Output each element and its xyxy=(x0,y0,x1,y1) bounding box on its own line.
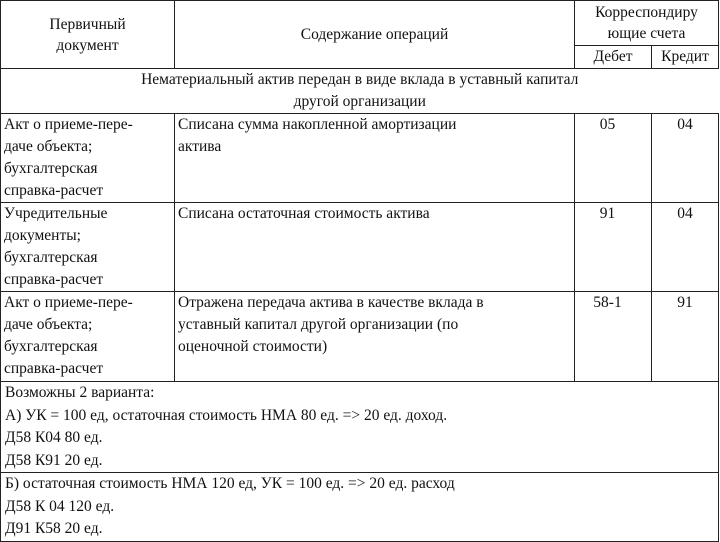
header-credit: Кредит xyxy=(652,46,719,69)
doc-line: справка-расчет xyxy=(4,271,104,288)
row-debit: 58-1 xyxy=(575,292,652,382)
doc-line: Акт о приеме-пере- xyxy=(4,294,133,311)
variant-a-entry: Д58 К04 80 ед. xyxy=(5,429,103,446)
doc-line: даче объекта; xyxy=(4,316,93,333)
table-row xyxy=(1,114,719,203)
header-debit: Дебет xyxy=(575,46,652,69)
header-operations-content-label: Содержание операций xyxy=(300,25,449,43)
row-primary-document xyxy=(1,114,175,203)
variant-b-entry: Д91 К58 20 ед. xyxy=(5,520,103,537)
variant-b: Б) остаточная стоимость НМА 120 ед, УК = 100 ед. => 20 ед. расход xyxy=(1,472,718,496)
row-debit: 91 xyxy=(575,203,652,292)
row-primary-document xyxy=(1,203,175,292)
row-debit: 05 xyxy=(575,114,652,203)
op-line: оценочной стоимости) xyxy=(178,338,328,355)
doc-line: документы; xyxy=(4,227,81,244)
doc-line: справка-расчет xyxy=(4,360,104,377)
op-line: Отражена передача актива в качестве вклада в xyxy=(178,294,484,311)
section-title-row xyxy=(1,69,719,114)
row-operation xyxy=(175,292,575,382)
header-accounts-line1: Корреспондиру xyxy=(595,4,698,21)
section-title xyxy=(1,69,719,114)
header-primary-document-line2: документ xyxy=(56,36,119,54)
doc-line: бухгалтерская xyxy=(4,249,98,266)
row-operation xyxy=(175,114,575,203)
row-credit: 04 xyxy=(652,203,719,292)
header-primary-document-line1: Первичный xyxy=(49,15,126,33)
table-header-row xyxy=(1,1,719,46)
op-line: Списана сумма накопленной амортизации xyxy=(178,116,457,133)
variants-title: Возможны 2 варианта: xyxy=(5,384,155,401)
table-row xyxy=(1,203,719,292)
header-corresponding-accounts xyxy=(575,1,719,46)
header-accounts-line2: ющие счета xyxy=(607,25,686,42)
row-operation xyxy=(175,203,575,292)
doc-line: бухгалтерская xyxy=(4,338,98,355)
row-primary-document xyxy=(1,292,175,382)
section-title-line2: другой организации xyxy=(293,93,426,110)
op-line: уставный капитал другой организации (по xyxy=(178,316,459,333)
doc-line: Учредительные xyxy=(4,205,108,222)
notes-row xyxy=(1,382,719,542)
op-line: Списана остаточная стоимость актива xyxy=(178,205,430,222)
variant-b-entry: Д58 К 04 120 ед. xyxy=(5,497,115,515)
header-operations-content xyxy=(175,1,575,69)
row-credit: 04 xyxy=(652,114,719,203)
notes-cell xyxy=(1,382,719,542)
doc-line: Акт о приеме-пере- xyxy=(4,116,133,133)
doc-line: бухгалтерская xyxy=(4,160,98,177)
header-primary-document xyxy=(1,1,175,69)
row-credit: 91 xyxy=(652,292,719,382)
doc-line: справка-расчет xyxy=(4,182,104,199)
table-row xyxy=(1,292,719,382)
variant-a: А) УК = 100 ед, остаточная стоимость НМА 80 ед. => 20 ед. доход. xyxy=(5,406,448,424)
doc-line: даче объекта; xyxy=(4,138,93,155)
variant-a-entry: Д58 К91 20 ед. xyxy=(5,451,103,469)
op-line: актива xyxy=(178,138,222,155)
section-title-line1: Нематериальный актив передан в виде вклада в уставный капитал xyxy=(141,71,579,88)
